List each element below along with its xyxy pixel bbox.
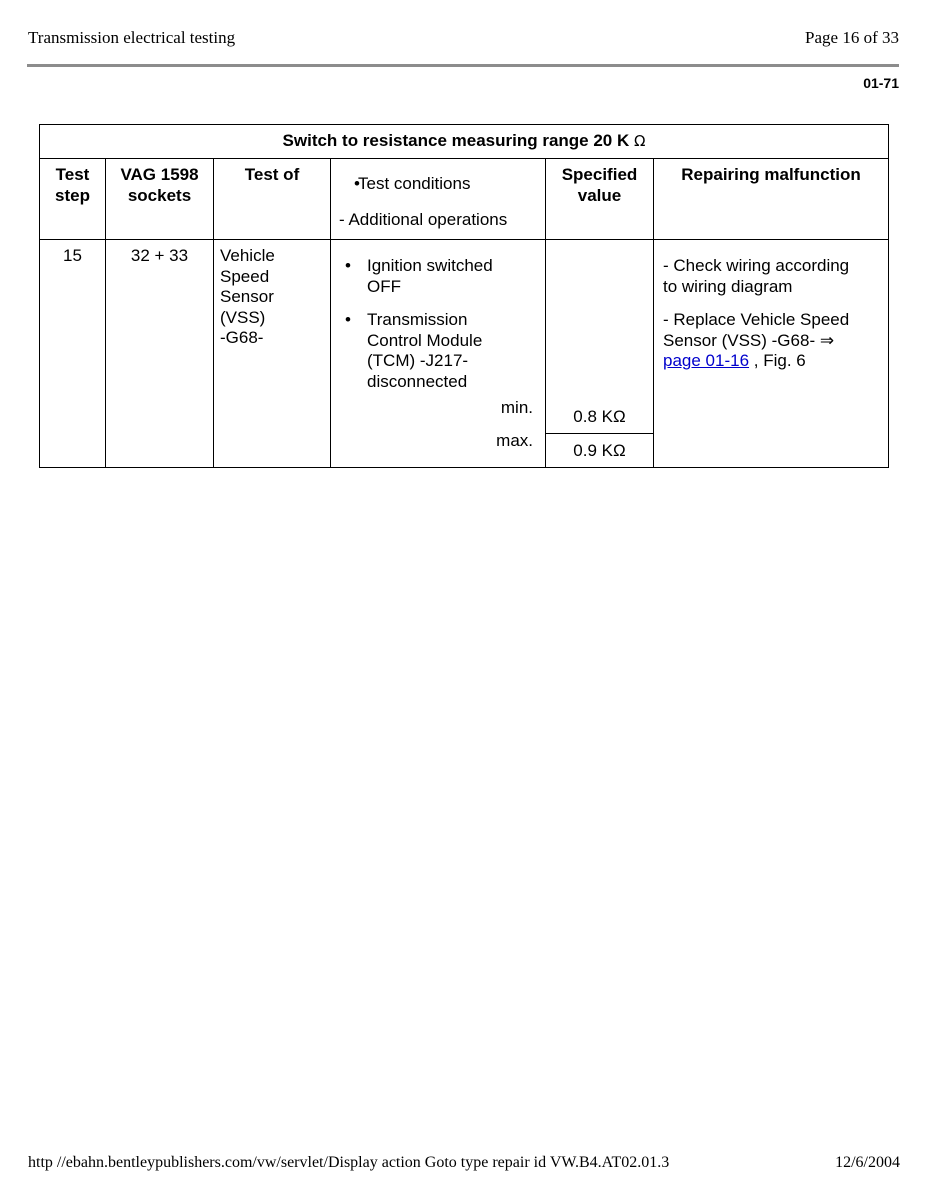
table-header-row: [40, 159, 889, 240]
cell-test-of: Vehicle Speed Sensor (VSS) -G68-: [214, 240, 331, 468]
repair-check-wiring: - Check wiring according to wiring diagram: [663, 256, 850, 296]
footer-date: 12/6/2004: [835, 1154, 900, 1171]
cell-repairing-malfunction: [654, 240, 889, 468]
max-label: max.: [496, 431, 533, 450]
cell-test-conditions: [331, 240, 546, 468]
repair-replace-sensor: - Replace Vehicle Speed Sensor (VSS) -G68- ⇒ page 01-16 , Fig. 6: [663, 310, 850, 370]
page-01-16-link[interactable]: page 01-16: [663, 351, 750, 370]
cell-test-step: 15: [40, 240, 106, 468]
header-specified-value: Specified value: [546, 159, 654, 240]
document-title: Transmission electrical testing: [28, 28, 236, 47]
condition-ignition-off: • Ignition switched OFF: [331, 256, 545, 297]
test-table: [39, 124, 889, 468]
banner-text: Switch to resistance measuring range 20 K: [282, 131, 630, 151]
footer-url: http //ebahn.bentleypublishers.com/vw/servlet/Display action Goto type repair id VW.B4.AT02.01.3: [28, 1154, 670, 1171]
section-number: 01-71: [863, 75, 899, 91]
header-sockets: VAG 1598 sockets: [106, 159, 214, 240]
table-banner-row: [40, 125, 889, 159]
header-test-conditions-bullet: • Test conditions: [340, 174, 545, 195]
page-number: Page 16 of 33: [805, 28, 899, 47]
header-repairing-malfunction: Repairing malfunction: [654, 159, 889, 240]
max-value: 0.9 KΩ: [546, 433, 653, 467]
page-footer: [28, 1154, 900, 1172]
header-test-of: Test of: [214, 159, 331, 240]
header-additional-operations: - Additional operations: [339, 209, 508, 229]
cell-sockets: 32 + 33: [106, 240, 214, 468]
condition-tcm-disconnected: • Transmission Control Module (TCM) -J217- disconnected: [331, 310, 545, 392]
cell-specified-value: [546, 240, 654, 468]
min-label: min.: [500, 398, 533, 417]
header-divider: [27, 64, 899, 67]
table-row: [40, 240, 889, 468]
header-test-conditions: [331, 159, 546, 240]
ohm-symbol: Ω: [634, 132, 646, 151]
header-test-step: Test step: [40, 159, 106, 240]
measuring-range-banner: [40, 125, 889, 159]
min-value: 0.8 KΩ: [573, 407, 626, 426]
